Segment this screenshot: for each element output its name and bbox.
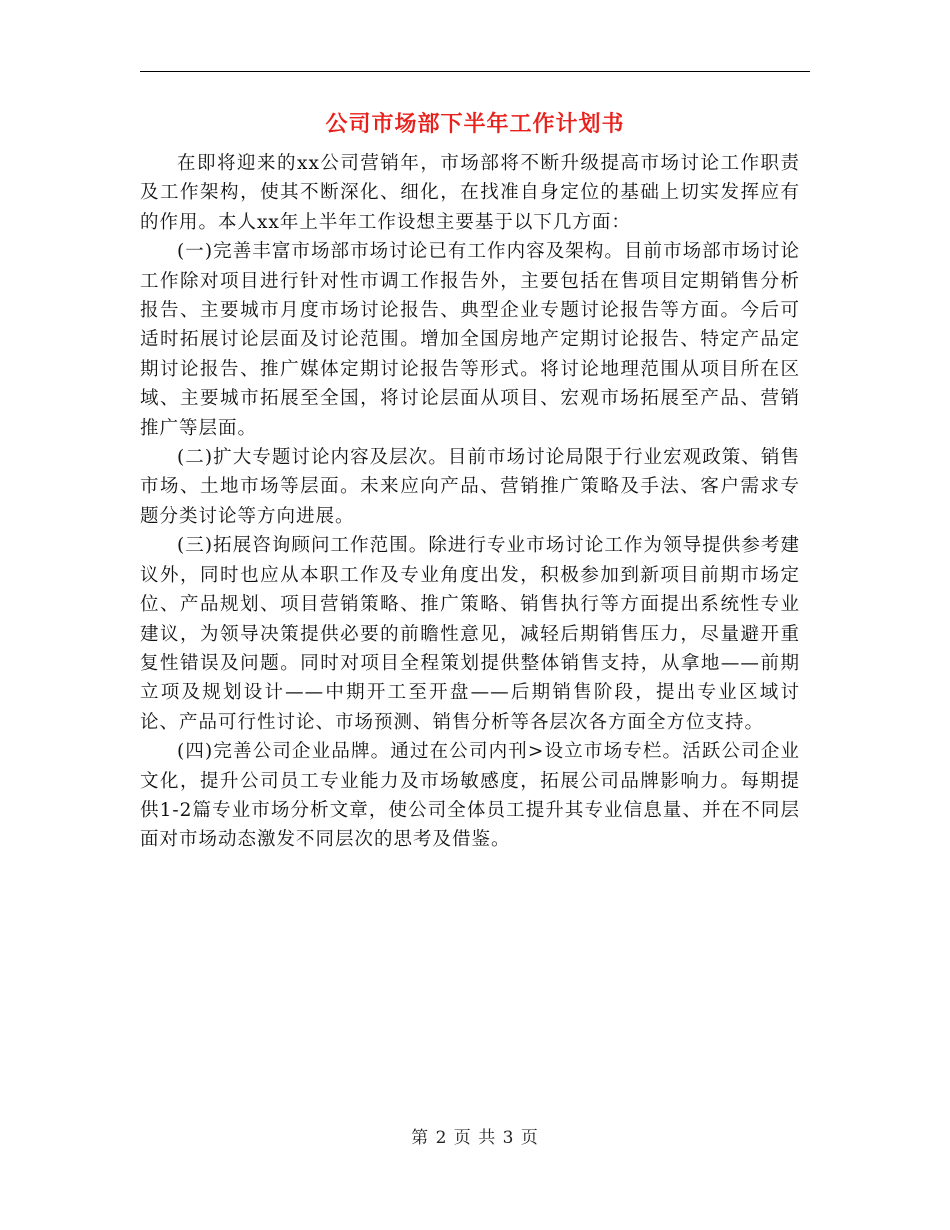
page-number-footer: 第 2 页 共 3 页: [411, 1128, 539, 1148]
paragraph-section-3: (三)拓展咨询顾问工作范围。除进行专业市场讨论工作为领导提供参考建议外，同时也应从本职工作及专业角度出发，积极参加到新项目前期市场定位、产品规划、项目营销策略、推广策略、销售执行等方面提出系统性专业建议，为领导决策提供必要的前瞻性意见，减轻后期销售压力，尽量避开重复性错误及问题。同时对项目全程策划提供整体销售支持，从拿地——前期立项及规划设计——中期开工至开盘——后期销售阶段，提出专业区域讨论、产品可行性讨论、市场预测、销售分析等各层次各方面全方位支持。: [140, 535, 800, 733]
header-rule: [140, 71, 810, 72]
paragraph-section-1: (一)完善丰富市场部市场讨论已有工作内容及架构。目前市场部市场讨论工作除对项目进行针对性市调工作报告外，主要包括在售项目定期销售分析报告、主要城市月度市场讨论报告、典型企业专题讨论报告等方面。今后可适时拓展讨论层面及讨论范围。增加全国房地产定期讨论报告、特定产品定期讨论报告、推广媒体定期讨论报告等形式。将讨论地理范围从项目所在区域、主要城市拓展至全国，将讨论层面从项目、宏观市场拓展至产品、营销推广等层面。: [140, 241, 800, 439]
paragraph-section-4: (四)完善公司企业品牌。通过在公司内刊>设立市场专栏。活跃公司企业文化，提升公司员工专业能力及市场敏感度，拓展公司品牌影响力。每期提供1-2篇专业市场分析文章，使公司全体员工提升其专业信息量、并在不同层面对市场动态激发不同层次的思考及借鉴。: [140, 741, 800, 851]
paragraph-intro: 在即将迎来的xx公司营销年，市场部将不断升级提高市场讨论工作职责及工作架构，使其不断深化、细化，在找准自身定位的基础上切实发挥应有的作用。本人xx年上半年工作设想主要基于以下几方面：: [140, 153, 800, 233]
document-body: [140, 149, 800, 855]
paragraph-section-2: (二)扩大专题讨论内容及层次。目前市场讨论局限于行业宏观政策、销售市场、土地市场等层面。未来应向产品、营销推广策略及手法、客户需求专题分类讨论等方向进展。: [140, 447, 800, 527]
document-title: 公司市场部下半年工作计划书: [325, 112, 625, 137]
